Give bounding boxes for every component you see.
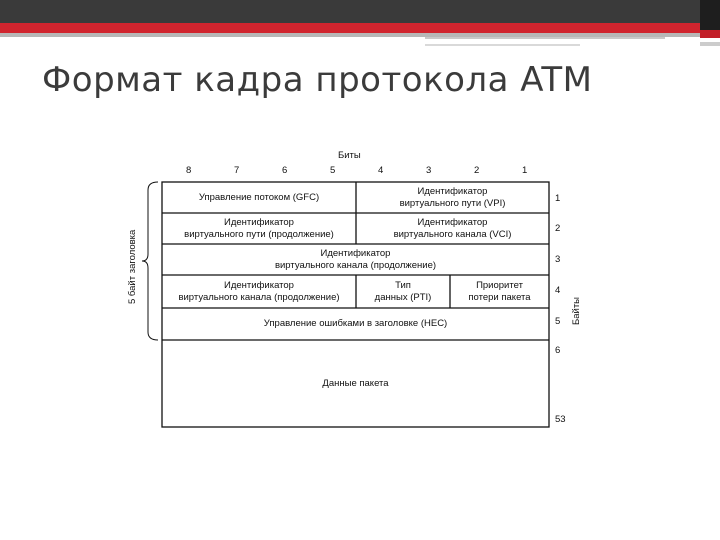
bit-number: 6 — [282, 165, 288, 176]
vci-cont-label-line2: виртуального канала (продолжение) — [274, 259, 437, 271]
bit-number: 2 — [474, 165, 480, 176]
hec-field — [162, 308, 549, 340]
vpi-continued-field — [162, 213, 356, 244]
byte-number: 2 — [555, 223, 561, 234]
clp-field — [450, 275, 549, 308]
vci-continued-field — [162, 244, 549, 275]
pti-label-line2: данных (PTI) — [374, 291, 432, 303]
byte-number: 4 — [555, 285, 561, 296]
vpi-label-line1: Идентификатор — [417, 185, 488, 197]
vpi-field — [356, 182, 549, 213]
clp-label-line2: потери пакета — [468, 291, 531, 303]
pti-label-line1: Тип — [395, 279, 411, 291]
gfc-field — [162, 182, 356, 213]
hec-label: Управление ошибками в заголовке (HEC) — [263, 318, 448, 329]
bit-number: 7 — [234, 165, 240, 176]
vpi-label-line2: виртуального пути (VPI) — [399, 197, 506, 209]
header-bytes-label: 5 байт заголовка — [127, 229, 138, 304]
bit-number: 3 — [426, 165, 432, 176]
byte-number: 3 — [555, 254, 561, 265]
vpi-cont-label-line2: виртуального пути (продолжение) — [184, 228, 334, 240]
vpi-cont-label-line1: Идентификатор — [224, 216, 294, 228]
bits-label: Биты — [338, 150, 361, 161]
bytes-axis-label: Байты — [571, 296, 582, 325]
vci-cont2-label-line2: виртуального канала (продолжение) — [178, 291, 340, 303]
pti-field — [356, 275, 450, 308]
bit-number: 5 — [330, 165, 336, 176]
vci-field — [356, 213, 549, 244]
vci-cont2-label-line1: Идентификатор — [224, 279, 294, 291]
bit-number: 1 — [522, 165, 528, 176]
payload-field — [162, 340, 549, 427]
vci-continued-field-2 — [162, 275, 356, 308]
payload-label: Данные пакета — [322, 377, 389, 389]
gfc-label: Управление потоком (GFC) — [198, 191, 320, 203]
byte-number: 53 — [555, 414, 566, 425]
byte-number: 6 — [555, 345, 561, 356]
clp-label-line1: Приоритет — [476, 279, 523, 291]
slide-title: Формат кадра протокола ATM — [42, 60, 593, 100]
vci-cont-label-line1: Идентификатор — [320, 247, 391, 259]
vci-label-line1: Идентификатор — [417, 216, 488, 228]
byte-number: 1 — [555, 193, 561, 204]
bit-number: 4 — [378, 165, 384, 176]
bit-number: 8 — [186, 165, 192, 176]
vci-label-line2: виртуального канала (VCI) — [393, 228, 512, 240]
byte-number: 5 — [555, 316, 561, 327]
